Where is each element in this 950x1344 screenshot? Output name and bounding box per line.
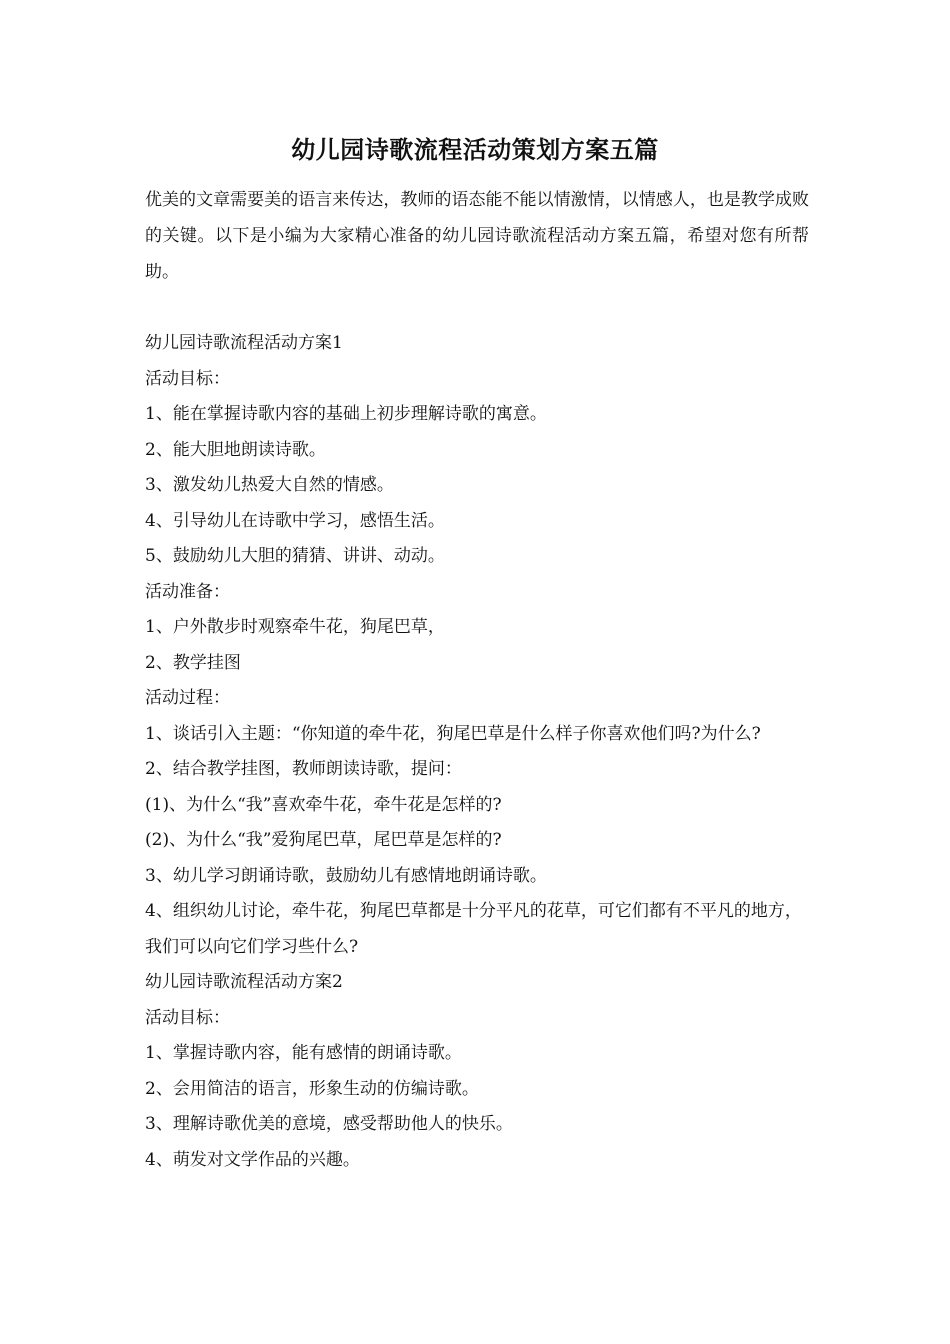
list-item: (1)、为什么“我”喜欢牵牛花，牵牛花是怎样的? <box>145 794 502 815</box>
list-item: 2、能大胆地朗读诗歌。 <box>145 439 326 460</box>
section-heading-plan-1: 幼儿园诗歌流程活动方案1 <box>145 333 343 353</box>
subheading-process: 活动过程： <box>145 688 230 708</box>
list-item: 1、能在掌握诗歌内容的基础上初步理解诗歌的寓意。 <box>145 404 547 424</box>
document-body <box>145 326 809 1178</box>
document-title: 幼儿园诗歌流程活动策划方案五篇 <box>291 135 659 164</box>
subheading-goals: 活动目标： <box>145 1007 230 1028</box>
list-item: 1、户外散步时观察牵牛花，狗尾巴草， <box>145 617 445 637</box>
list-item: (2)、为什么“我”爱狗尾巴草，尾巴草是怎样的? <box>145 830 502 850</box>
list-item: 5、鼓励幼儿大胆的猜猜、讲讲、动动。 <box>145 546 445 566</box>
list-item: 4、引导幼儿在诗歌中学习，感悟生活。 <box>145 510 445 531</box>
subheading-goals: 活动目标： <box>145 368 230 389</box>
list-item: 1、谈话引入主题：“你知道的牵牛花，狗尾巴草是什么样子你喜欢他们吗?为什么? <box>145 723 761 744</box>
list-item: 4、萌发对文学作品的兴趣。 <box>145 1149 360 1170</box>
intro-paragraph: 优美的文章需要美的语言来传达，教师的语态能不能以情激情，以情感人，也是教学成败的关键。以下是小编为大家精心准备的幼儿园诗歌流程活动方案五篇，希望对您有所帮助。 <box>145 190 809 282</box>
list-item: 2、教学挂图 <box>145 652 241 673</box>
list-item: 3、理解诗歌优美的意境，感受帮助他人的快乐。 <box>145 1114 513 1134</box>
subheading-preparation: 活动准备： <box>145 581 230 602</box>
list-item: 2、结合教学挂图，教师朗读诗歌，提问： <box>145 759 462 779</box>
section-heading-plan-2: 幼儿园诗歌流程活动方案2 <box>145 972 343 992</box>
list-item: 3、幼儿学习朗诵诗歌，鼓励幼儿有感情地朗诵诗歌。 <box>145 865 547 886</box>
list-item: 3、激发幼儿热爱大自然的情感。 <box>145 475 394 495</box>
list-item: 4、组织幼儿讨论，牵牛花，狗尾巴草都是十分平凡的花草，可它们都有不平凡的地方，我们可以向它们学习些什么? <box>145 901 802 957</box>
list-item: 2、会用简洁的语言，形象生动的仿编诗歌。 <box>145 1078 479 1099</box>
list-item: 1、掌握诗歌内容，能有感情的朗诵诗歌。 <box>145 1043 462 1063</box>
